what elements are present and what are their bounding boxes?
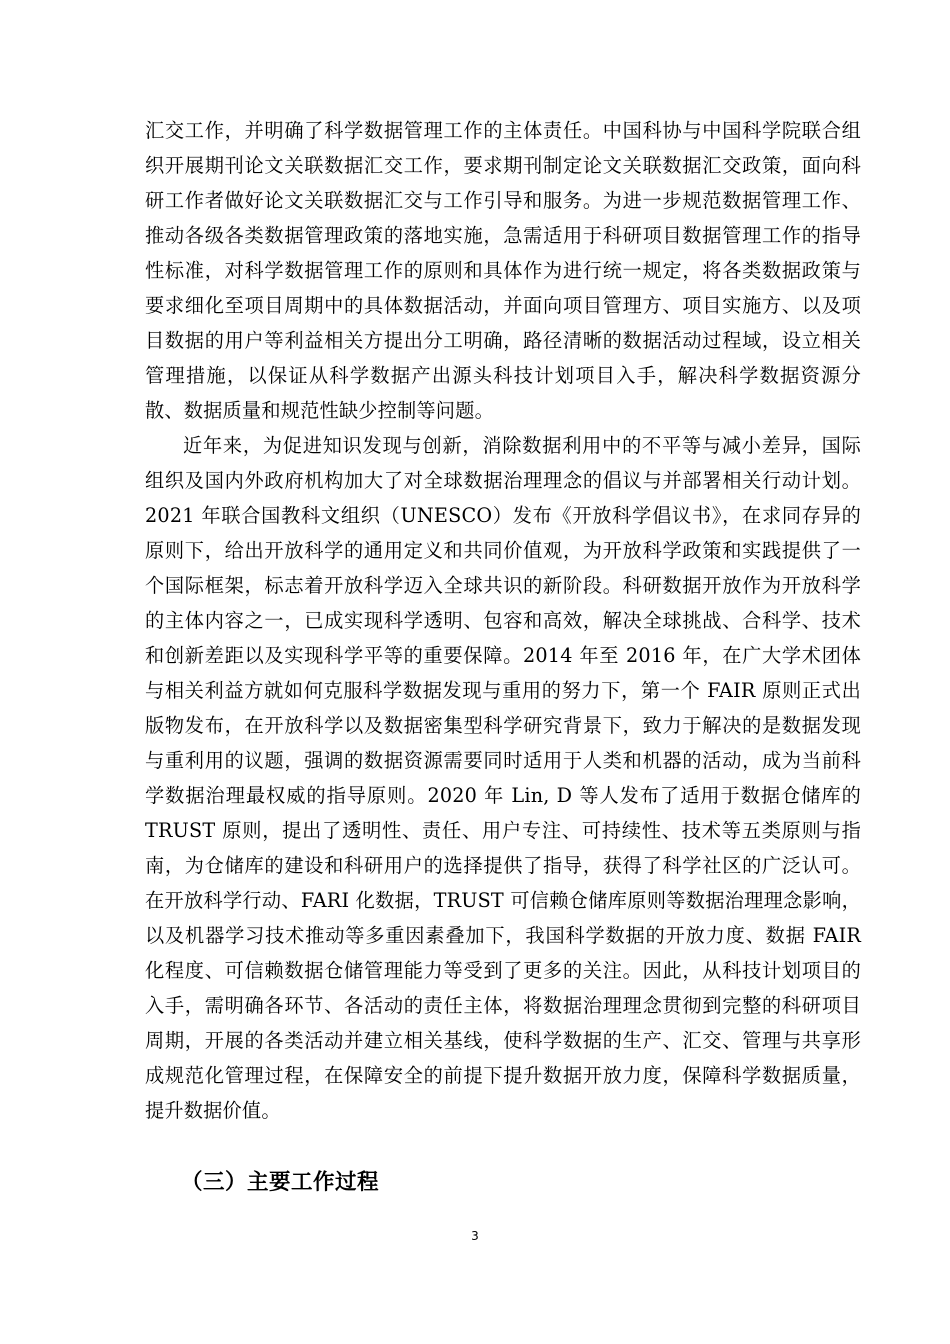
- page-number: 3: [471, 1229, 479, 1243]
- section-heading: （三）主要工作过程: [181, 1170, 380, 1195]
- body-paragraph-2: 近年来，为促进知识发现与创新，消除数据利用中的不平等与减小差异，国际组织及国内外政府机构加大了对全球数据治理理念的倡议与并部署相关行动计划。2021 年联合国教科文组织（UNESCO）发布《开放科学倡议书》，在求同存异的原则下，给出开放科学的通用定义和共同价值观，为开放科学政策和实践提供了一个国际框架，标志着开放科学迈入全球共识的新阶段。科研数据开放作为开放科学的主体内容之一，已成实现科学透明、包容和高效，解决全球挑战、合科学、技术和创新差距以及实现科学平等的重要保障。2014 年至 2016 年，在广大学术团体与相关利益方就如何克服科学数据发现与重用的努力下，第一个 FAIR 原则正式出版物发布，在开放科学以及数据密集型科学研究背景下，致力于解决的是数据发现与重利用的议题，强调的数据资源需要同时适用于人类和机器的活动，成为当前科学数据治理最权威的指导原则。2020 年 Lin, D 等人发布了适用于数据仓储库的 TRUST 原则，提出了透明性、责任、用户专注、可持续性、技术等五类原则与指南，为仓储库的建设和科研用户的选择提供了指导，获得了科学社区的广泛认可。 在开放科学行动、FARI 化数据，TRUST 可信赖仓储库原则等数据治理理念影响，以及机器学习技术推动等多重因素叠加下，我国科学数据的开放力度、数据 FAIR 化程度、可信赖数据仓储管理能力等受到了更多的关注。因此，从科技计划项目的入手，需明确各环节、各活动的责任主体，将数据治理理念贯彻到完整的科研项目周期，开展的各类活动并建立相关基线，使科学数据的生产、汇交、管理与共享形成规范化管理过程，在保障安全的前提下提升数据开放力度，保障科学数据质量，提升数据价值。: [145, 434, 861, 1122]
- body-paragraph-1: 汇交工作，并明确了科学数据管理工作的主体责任。中国科协与中国科学院联合组织开展期刊论文关联数据汇交工作，要求期刊制定论文关联数据汇交政策，面向科研工作者做好论文关联数据汇交与工作引导和服务。为进一步规范数据管理工作、推动各级各类数据管理政策的落地实施，急需适用于科研项目数据管理工作的指导性标准，对科学数据管理工作的原则和具体作为进行统一规定，将各类数据政策与要求细化至项目周期中的具体数据活动，并面向项目管理方、项目实施方、以及项目数据的用户等利益相关方提出分工明确，路径清晰的数据活动过程域，设立相关管理措施，以保证从科学数据产出源头科技计划项目入手，解决科学数据资源分散、数据质量和规范性缺少控制等问题。: [145, 119, 861, 422]
